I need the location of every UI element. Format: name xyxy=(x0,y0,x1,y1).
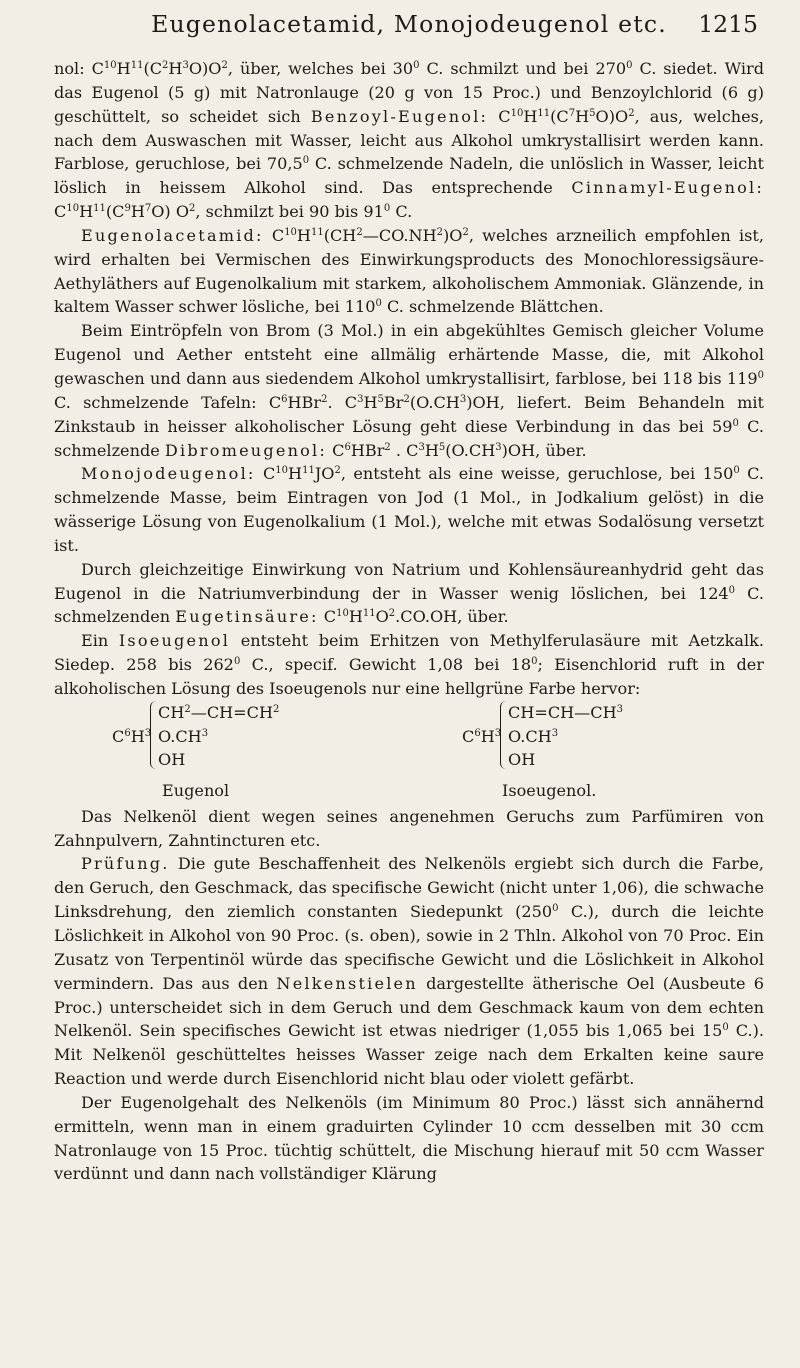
body-text xyxy=(54,57,764,1186)
paragraph-isoeugenol: Ein Isoeugenol entsteht beim Erhitzen von Methylferulasäure mit Aetzkalk. Siedep. 258 bis $262^0$ C., specif. Gewicht 1,08 bei $18^0$; Eisenchlorid ruft in der alkoholischen Lösung des Isoeugenols nur eine hellgrüne Farbe hervor: xyxy=(54,631,764,698)
structural-formulas: $C^6H^3$ $CH^2—CH=CH^2$ $O.CH^3$ OH Eugenol $C^6H^3$ $CH=CH—CH^3$ $O.CH^3$ OH Isoeugenol. xyxy=(54,701,764,783)
paragraph-pruefung: Prüfung. Die gute Beschaffenheit des Nelkenöls ergiebt sich durch die Farbe, den Geruch, den Geschmack, das specifische Gewicht (nicht unter 1,06), die schwache Linksdrehung, den ziemlich constanten Siedepunkt ($250^0$ C.), durch die leichte Löslichkeit in Alkohol von 90 Proc. (s. oben), sowie in 2 Thln. Alkohol von 70 Proc. Ein Zusatz von Terpentinöl würde das specifische Gewicht und die Löslichkeit in Alkohol vermindern. Das aus den Nelkenstielen dargestellte ätherische Oel (Ausbeute 6 Proc.) unterscheidet sich in dem Geruch und dem Geschmack kaum von dem echten Nelkenöl. Sein specifisches Gewicht ist etwas niedriger (1,055 bis 1,065 bei $15^0$ C.). Mit Nelkenöl geschütteltes heisses Wasser zeige nach dem Erkalten keine saure Reaction und werde durch Eisenchlorid nicht blau oder violett gefärbt. xyxy=(54,854,764,1089)
compound-name-dibromeugenol: Dibromeugenol: xyxy=(164,440,328,460)
compound-name-eugenolacetamid: Eugenolacetamid: xyxy=(81,225,264,245)
compound-name-eugetinsaeure: Eugetinsäure: xyxy=(175,607,319,627)
compound-name-monojodeugenol: Monojodeugenol: xyxy=(81,464,256,484)
compound-name-benzoyl-eugenol: Benzoyl-Eugenol: xyxy=(310,106,489,126)
paragraph-eugenolgehalt: Der Eugenolgehalt des Nelkenöls (im Minimum 80 Proc.) lässt sich annähernd ermitteln, wenn man in einem graduirten Cylinder 10 ccm desselben mit 30 ccm Natronlauge von 15 Proc. tüchtig schüttelt, die Mischung hierauf mit 50 ccm Wasser verdünnt und dann nach vollständiger Klärung xyxy=(54,1092,764,1184)
compound-name-isoeugenol: Isoeugenol xyxy=(118,631,231,651)
section-heading-pruefung: Prüfung. xyxy=(81,854,170,874)
paragraph-nelkenoel-use: Das Nelkenöl dient wegen seines angenehmen Geruchs zum Parfümiren von Zahnpulvern, Zahntincturen etc. xyxy=(54,806,764,850)
paragraph-eugetinsaeure: Durch gleichzeitige Einwirkung von Natrium und Kohlensäureanhydrid geht das Eugenol in die Natriumverbindung der in Wasser wenig löslichen, bei $124^0$ C. schmelzenden Eugetinsäure: $C^{10}H^{11}O^2.CO.OH$, über. xyxy=(54,559,764,627)
page-header xyxy=(54,10,764,50)
paragraph-bromine: Beim Eintröpfeln von Brom (3 Mol.) in ein abgekühltes Gemisch gleicher Volume Eugenol und Aether entsteht eine allmälig erhärtende Masse, die, mit Alkohol gewaschen und dann aus siedendem Alkohol umkrystallisirt, farblose, bei 118 bis $119^0$ C. schmelzende Tafeln: $C^6HBr^2$. $C^3H^5Br^2(O.CH^3)OH$, liefert. Beim Behandeln mit Zinkstaub in heisser alkoholischer Lösung geht diese Verbindung in das bei $59^0$ C. schmelzende Dibromeugenol: $C^6HBr^2$ . $C^3H^5(O.CH^3)OH$, über. xyxy=(54,321,764,460)
running-title: Eugenolacetamid, Monojodeugenol etc. xyxy=(151,10,667,38)
paragraph-eugenolacetamid: Eugenolacetamid: $C^{10}H^{11}(CH^2—CO.NH^2)O^2$, welches arzneilich empfohlen ist, wird erhalten bei Vermischen des Einwirkungsproducts des Monochloressigsäure-Aethyläthers auf Eugenolkalium mit starkem, alkoholischem Ammoniak. Glänzende, in kaltem Wasser schwer lösliche, bei $110^0$ C. schmelzende Blättchen. xyxy=(54,225,764,317)
paragraph-monojodeugenol: Monojodeugenol: $C^{10}H^{11}JO^2$, entsteht als eine weisse, geruchlose, bei $150^0$ C. schmelzende Masse, beim Eintragen von Jod (1 Mol., in Jodkalium gelöst) in die wässerige Lösung von Eugenolkalium (1 Mol.), welche mit etwas Sodalösung versetzt ist. xyxy=(54,464,764,555)
formula-caption-isoeugenol: Isoeugenol. xyxy=(502,780,597,800)
paragraph-benzoyl-cinnamyl: nol: $C^{10}H^{11}(C^2H^3O)O^2$, über, welches bei $30^0$ C. schmilzt und bei $270^0$ C. siedet. Wird das Eugenol (5 g) mit Natronlauge (20 g von 15 Proc.) und Benzoylchlorid (6 g) geschüttelt, so scheidet sich Benzoyl-Eugenol: $C^{10}H^{11}(C^7H^5O)O^2$, aus, welches, nach dem Auswaschen mit Wasser, leicht aus Alkohol umkrystallisirt werden kann. Farblose, geruchlose, bei 70,5$^0$ C. schmelzende Nadeln, die unlöslich in Wasser, leicht löslich in heissem Alkohol sind. Das entsprechende Cinnamyl-Eugenol: $C^{10}H^{11}(C^9H^7O)$ $O^2$, schmilzt bei 90 bis $91^0$ C. xyxy=(54,59,765,222)
term-nelkenstielen: Nelkenstielen xyxy=(276,973,418,993)
formula-caption-eugenol: Eugenol xyxy=(162,780,230,800)
page-number: 1215 xyxy=(698,10,758,38)
compound-name-cinnamyl-eugenol: Cinnamyl-Eugenol: xyxy=(571,178,764,198)
